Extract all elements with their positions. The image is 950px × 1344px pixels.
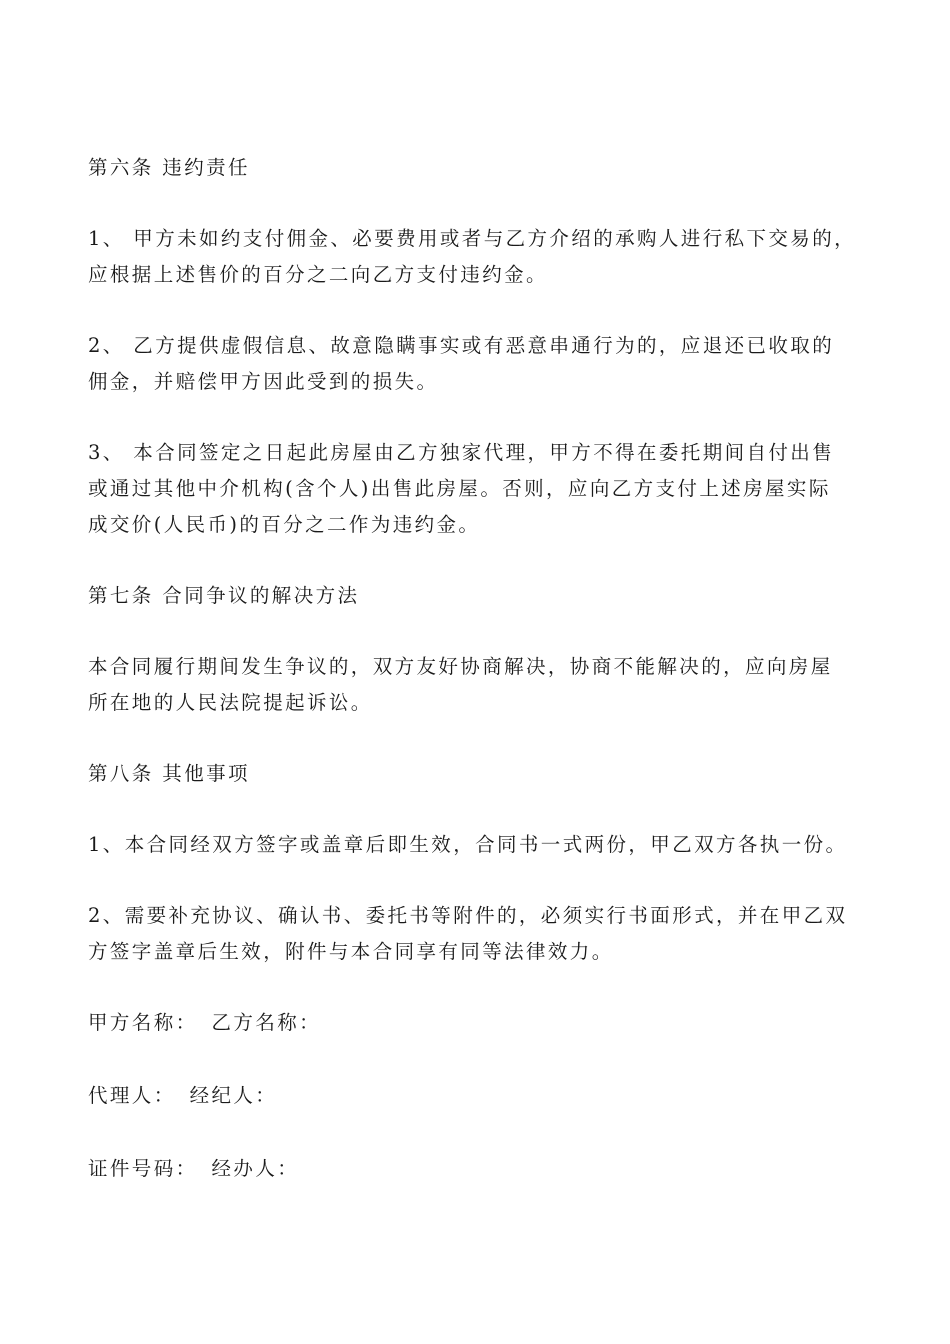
article-8-item-2-line-1: 2、需要补充协议、确认书、委托书等附件的，必须实行书面形式，并在甲乙双 — [88, 904, 848, 927]
party-a-name-label: 甲方名称： — [88, 1011, 198, 1034]
broker-label: 经纪人： — [189, 1084, 278, 1107]
article-6-item-1 — [88, 221, 878, 293]
article-6-heading: 第六条 违约责任 — [88, 156, 250, 179]
article-8-item-2 — [88, 898, 878, 970]
article-7-body-line-1: 本合同履行期间发生争议的，双方友好协商解决，协商不能解决的，应向房屋 — [88, 655, 833, 678]
article-6-item-2 — [88, 328, 878, 400]
article-6-item-1-line-2: 应根据上述售价的百分之二向乙方支付违约金。 — [88, 263, 548, 286]
signature-party-names — [88, 1005, 878, 1041]
article-7-heading: 第七条 合同争议的解决方法 — [88, 584, 360, 607]
article-6-item-2-line-1: 2、 乙方提供虚假信息、故意隐瞒事实或有恶意串通行为的，应退还已收取的 — [88, 334, 835, 357]
agent-label: 代理人： — [88, 1084, 176, 1107]
article-6-item-2-line-2: 佣金，并赔偿甲方因此受到的损失。 — [88, 370, 439, 393]
article-7-body — [88, 649, 878, 721]
article-6-item-3-line-3: 成交价(人民币)的百分之二作为违约金。 — [88, 513, 481, 536]
article-6-item-3 — [88, 435, 878, 543]
article-7-body-line-2: 所在地的人民法院提起诉讼。 — [88, 691, 373, 714]
article-6-item-3-line-2: 或通过其他中介机构(含个人)出售此房屋。否则，应向乙方支付上述房屋实际 — [88, 477, 831, 500]
article-8-item-1 — [88, 827, 878, 863]
contract-page — [88, 150, 878, 1224]
party-b-name-label: 乙方名称： — [211, 1011, 322, 1034]
article-6-item-3-line-1: 3、 本合同签定之日起此房屋由乙方独家代理，甲方不得在委托期间自付出售 — [88, 441, 835, 464]
handler-label: 经办人： — [211, 1157, 300, 1180]
article-8-heading: 第八条 其他事项 — [88, 762, 250, 785]
article-8-item-2-line-2: 方签字盖章后生效，附件与本合同享有同等法律效力。 — [88, 940, 614, 963]
signature-agents — [88, 1078, 878, 1114]
id-number-label: 证件号码： — [88, 1157, 198, 1180]
article-8-item-1-line-1: 1、本合同经双方签字或盖章后即生效，合同书一式两份，甲乙双方各执一份。 — [88, 833, 848, 856]
signature-ids — [88, 1151, 878, 1187]
article-6-item-1-line-1: 1、 甲方未如约支付佣金、必要费用或者与乙方介绍的承购人进行私下交易的， — [88, 227, 857, 250]
